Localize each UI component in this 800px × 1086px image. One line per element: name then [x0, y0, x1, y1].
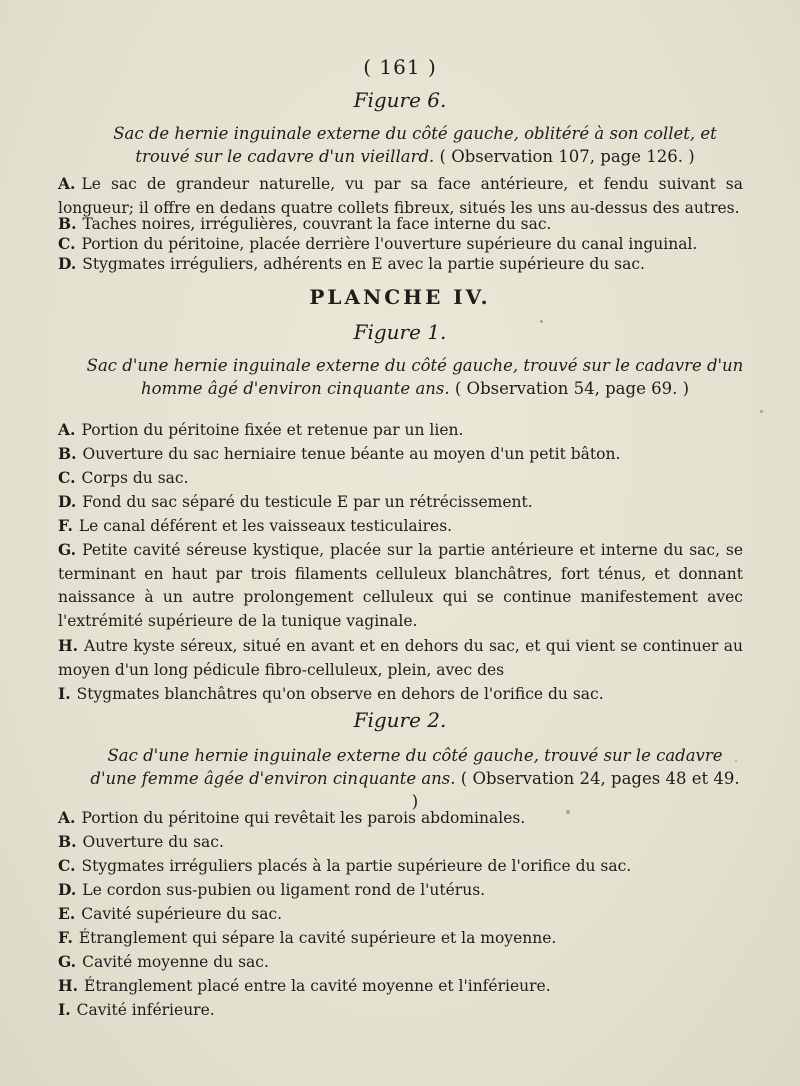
legend-item: [58, 998, 743, 1023]
legend-item: [58, 878, 743, 903]
legend-key: G.: [58, 952, 77, 971]
legend-item: [58, 634, 743, 682]
legend-text: Le sac de grandeur naturelle, vu par sa face antérieure, et fendu suivant sa longueur; il offre en dedans quatre collets fibreux, situés les uns au-dessus des autres.: [58, 175, 743, 217]
figure-1-caption-text: Sac d'une hernie inguinale externe du côté gauche, trouvé sur le cadavre d'un homme âgé d'environ cinquante ans.: [86, 356, 744, 398]
legend-key: D.: [58, 254, 77, 273]
legend-item: [58, 418, 743, 443]
figure-2-caption: [85, 744, 745, 813]
figure-6-title: Figure 6.: [353, 88, 447, 112]
figure-1-caption: [85, 354, 745, 400]
legend-item: [58, 252, 743, 277]
plate-heading: PLANCHE IV.: [309, 285, 491, 309]
legend-key: H.: [58, 976, 79, 995]
legend-item: [58, 442, 743, 467]
legend-key: F.: [58, 928, 73, 947]
legend-item: [58, 682, 743, 707]
legend-item: [58, 830, 743, 855]
legend-item: [58, 902, 743, 927]
legend-text: Stygmates irréguliers, adhérents en E avec la partie supérieure du sac.: [82, 255, 645, 273]
legend-item: [58, 854, 743, 879]
legend-text: Corps du sac.: [81, 469, 189, 487]
figure-2-caption-text: Sac d'une hernie inguinale externe du côté gauche, trouvé sur le cadavre d'une femme âgée d'environ cinquante ans.: [90, 746, 723, 788]
legend-key: C.: [58, 234, 76, 253]
page-number: ( 161 ): [363, 55, 437, 79]
paper-speck: [760, 410, 763, 413]
legend-key: C.: [58, 856, 76, 875]
legend-text: Portion du péritoine fixée et retenue par un lien.: [81, 421, 464, 439]
legend-item: [58, 950, 743, 975]
figure-1-observation-ref: ( Observation 54, page 69. ): [454, 379, 690, 398]
figure-2-title: Figure 2.: [353, 708, 447, 732]
legend-item: [58, 490, 743, 515]
legend-item: [58, 538, 743, 633]
legend-text: Stygmates irréguliers placés à la partie supérieure de l'orifice du sac.: [81, 857, 632, 875]
paper-speck: [735, 760, 737, 762]
legend-key: I.: [58, 1000, 71, 1019]
legend-item: [58, 514, 743, 539]
legend-key: A.: [58, 808, 76, 827]
legend-text: Portion du péritoine qui revêtait les parois abdominales.: [81, 809, 526, 827]
legend-text: Cavité moyenne du sac.: [82, 953, 269, 971]
legend-key: C.: [58, 468, 76, 487]
legend-key: H.: [58, 636, 79, 655]
figure-2-observation-ref: ( Observation 24, pages 48 et 49. ): [411, 769, 740, 811]
legend-key: I.: [58, 684, 71, 703]
legend-key: E.: [58, 904, 76, 923]
legend-text: Ouverture du sac herniaire tenue béante au moyen d'un petit bâton.: [82, 445, 621, 463]
legend-key: D.: [58, 492, 77, 511]
legend-text: Taches noires, irrégulières, couvrant la face interne du sac.: [82, 215, 552, 233]
figure-1-title: Figure 1.: [353, 320, 447, 344]
paper-speck: [540, 320, 543, 323]
legend-key: D.: [58, 880, 77, 899]
legend-text: Portion du péritoine, placée derrière l'ouverture supérieure du canal inguinal.: [81, 235, 698, 253]
figure-6-caption-text: Sac de hernie inguinale externe du côté gauche, oblitéré à son collet, et trouvé sur le cadavre d'un vieillard.: [113, 124, 717, 166]
legend-key: A.: [58, 174, 76, 193]
legend-item: [58, 974, 743, 999]
legend-text: Étranglement qui sépare la cavité supérieure et la moyenne.: [78, 929, 557, 947]
legend-item: [58, 466, 743, 491]
legend-text: Cavité supérieure du sac.: [81, 905, 283, 923]
legend-key: B.: [58, 214, 77, 233]
legend-key: B.: [58, 444, 77, 463]
legend-text: Stygmates blanchâtres qu'on observe en dehors de l'orifice du sac.: [76, 685, 604, 703]
legend-text: Étranglement placé entre la cavité moyenne et l'inférieure.: [84, 977, 551, 995]
legend-key: G.: [58, 540, 77, 559]
legend-item: [58, 926, 743, 951]
legend-text: Autre kyste séreux, situé en avant et en dehors du sac, et qui vient se continuer au moyen d'un long pédicule fibro-celluleux, plein, avec des: [58, 637, 743, 679]
legend-text: Ouverture du sac.: [82, 833, 224, 851]
legend-text: Cavité inférieure.: [76, 1001, 215, 1019]
legend-key: A.: [58, 420, 76, 439]
legend-key: B.: [58, 832, 77, 851]
legend-text: Le cordon sus-pubien ou ligament rond de l'utérus.: [82, 881, 486, 899]
legend-text: Le canal déférent et les vaisseaux testiculaires.: [78, 517, 453, 535]
figure-6-observation-ref: ( Observation 107, page 126. ): [439, 147, 695, 166]
legend-text: Petite cavité séreuse kystique, placée sur la partie antérieure et interne du sac, se terminant en haut par trois filaments celluleux blanchâtres, fort ténus, et donnant naissance à un autre prolongement celluleux qui se continue manifestement avec l'extrémité supérieure de la tunique vaginale.: [58, 541, 743, 630]
figure-6-caption: [85, 122, 745, 168]
legend-item: [58, 806, 743, 831]
paper-speck: [566, 810, 570, 814]
legend-text: Fond du sac séparé du testicule E par un rétrécissement.: [82, 493, 533, 511]
legend-key: F.: [58, 516, 73, 535]
